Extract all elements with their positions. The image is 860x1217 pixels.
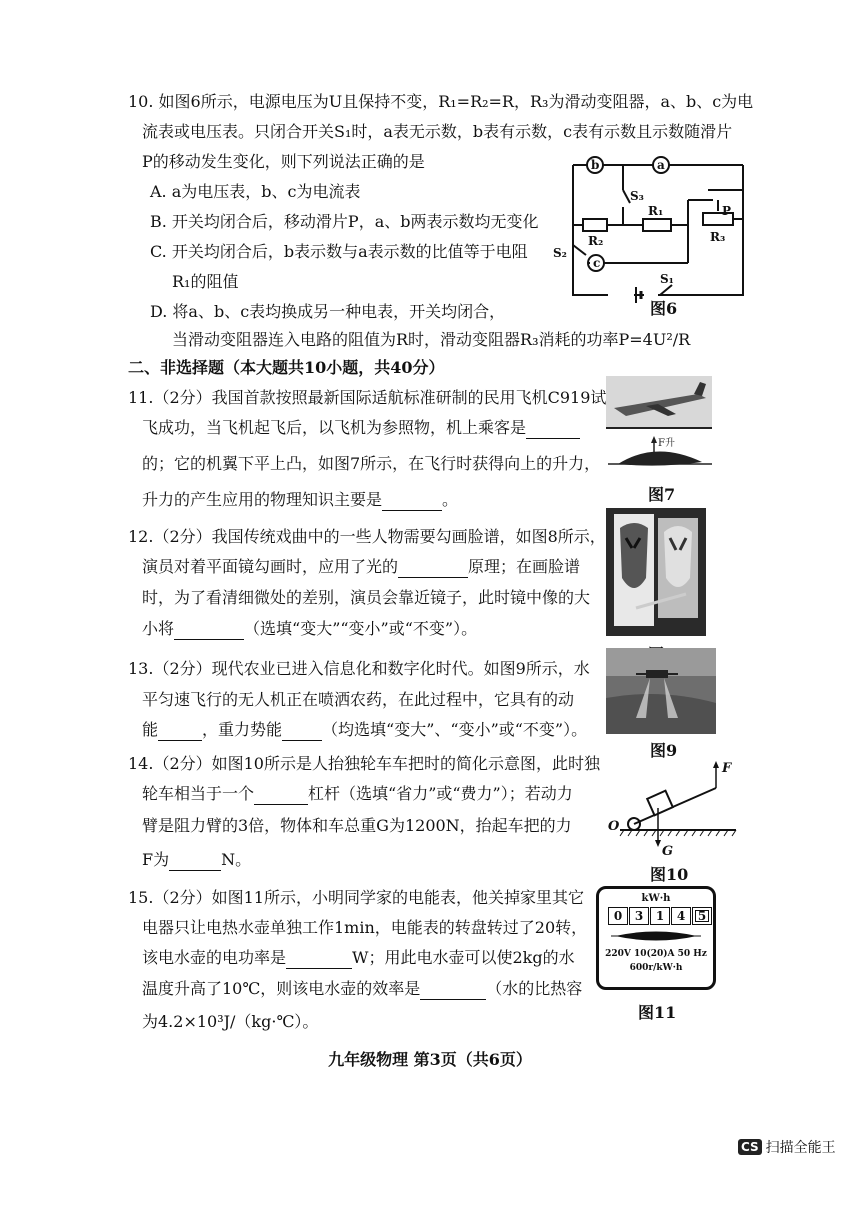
- fulcrum-o-label: O: [608, 819, 620, 834]
- lift-force-label: F升: [658, 438, 675, 449]
- meter-digit: 3: [629, 907, 649, 925]
- q14-line-3: 臂是阻力臂的3倍，物体和车总重G为1200N，抬起车把的力: [142, 816, 572, 835]
- q10-option-d-line-1: D. 将a、b、c表均换成另一种电表，开关均闭合，: [150, 302, 506, 321]
- q15-line-4: 温度升高了10℃，则该电水壶的效率是 （水的比热容: [142, 979, 583, 998]
- switch-s2-label: S₂: [553, 246, 567, 260]
- q12-line-2: 演员对着平面镜勾画时，应用了光的 原理；在画脸谱: [142, 557, 581, 576]
- q11-line-1: 11.（2分）我国首款按照最新国际适航标准研制的民用飞机C919试: [128, 388, 607, 407]
- q10-option-c-line-2: R₁的阻值: [172, 272, 239, 291]
- q15-line-2: 电器只让电热水壶单独工作1min，电能表的转盘转过了20转，: [142, 918, 588, 937]
- scanner-logo-icon: CS: [738, 1139, 762, 1155]
- wheelbarrow-lever-figure-10: [606, 758, 746, 856]
- section-2-heading: 二、非选择题（本大题共10小题，共40分）: [128, 358, 445, 377]
- q13-line-1: 13.（2分）现代农业已进入信息化和数字化时代。如图9所示，水: [128, 659, 590, 678]
- q14-line-1: 14.（2分）如图10所示是人抬独轮车车把时的简化示意图，此时独: [128, 754, 600, 773]
- q10-line-1: 10. 如图6所示，电源电压为U且保持不变，R₁=R₂=R，R₃为滑动变阻器，a、b、c为电: [128, 92, 754, 111]
- q12-line-3: 时，为了看清细微处的差别，演员会靠近镜子，此时镜中像的大: [142, 588, 591, 607]
- q10-option-b: B. 开关均闭合后，移动滑片P，a、b两表示数均无变化: [150, 212, 539, 231]
- q11-line-2: 飞成功，当飞机起飞后，以飞机为参照物，机上乘客是: [142, 418, 580, 439]
- q10-option-a: A. a为电压表，b、c为电流表: [150, 182, 361, 201]
- scanner-watermark: [738, 1137, 836, 1157]
- switch-s1-label: S₁: [660, 272, 674, 286]
- meter-disc-icon: [611, 929, 701, 943]
- q12-line-1: 12.（2分）我国传统戏曲中的一些人物需要勾画脸谱，如图8所示，: [128, 527, 606, 546]
- q14-line-2: 轮车相当于一个 杠杆（选填“省力”或“费力”）；若动力: [142, 784, 573, 803]
- meter-digit: 1: [650, 907, 670, 925]
- figure-10-caption: 图10: [650, 865, 689, 884]
- circuit-diagram-figure-6: [548, 145, 748, 320]
- q13-line-3: 能 ，重力势能 （均选填“变大”、“变小”或“不变”）。: [142, 720, 588, 739]
- scanner-watermark-text: 扫描全能王: [765, 1140, 836, 1156]
- q15-line-1: 15.（2分）如图11所示，小明同学家的电能表，他关掉家里其它: [128, 888, 584, 907]
- weight-g-label: G: [662, 844, 674, 856]
- switch-s3-label: S₃: [630, 189, 644, 203]
- meter-digit: 5: [692, 907, 712, 925]
- resistor-r2-label: R₂: [588, 234, 604, 248]
- q11-line-4: 升力的产生应用的物理知识主要是 。: [142, 490, 459, 509]
- page-footer: 九年级物理 第3页（共6页）: [328, 1050, 532, 1069]
- slider-p-label: P: [722, 204, 732, 218]
- meter-digit: 4: [671, 907, 691, 925]
- q15-line-3: 该电水壶的电功率是 W；用此电水壶可以使2kg的水: [142, 948, 575, 967]
- figure-6-caption: 图6: [650, 299, 678, 318]
- meter-c-label: c: [593, 256, 601, 270]
- opera-mask-photo-figure-8: [606, 508, 706, 636]
- figure-9-caption: 图9: [650, 741, 678, 760]
- q12-line-4: 小将 （选填“变大”“变小”或“不变”）。: [142, 619, 478, 638]
- airplane-figure-7: [606, 376, 712, 486]
- force-f-label: F: [722, 761, 732, 776]
- q15-line-5: 为4.2×10³J/（kg·℃）。: [142, 1012, 319, 1031]
- resistor-r3-label: R₃: [710, 230, 726, 244]
- resistor-r1-label: R₁: [648, 204, 664, 218]
- meter-b-label: b: [591, 158, 600, 172]
- q10-line-3: P的移动发生变化，则下列说法正确的是: [142, 152, 425, 171]
- q10-line-2: 流表或电压表。只闭合开关S₁时，a表无示数，b表有示数，c表有示数且示数随滑片: [142, 122, 733, 141]
- meter-digits: [608, 907, 713, 925]
- meter-a-label: a: [657, 158, 665, 172]
- figure-11-caption: 图11: [638, 1003, 677, 1022]
- q10-option-c-line-1: C. 开关均闭合后，b表示数与a表示数的比值等于电阻: [150, 242, 528, 261]
- figure-7-caption: 图7: [648, 485, 676, 504]
- meter-spec-revolutions: 600r/kW·h: [629, 963, 683, 973]
- meter-digit: 0: [608, 907, 628, 925]
- q13-line-2: 平匀速飞行的无人机正在喷洒农药，在此过程中，它具有的动: [142, 690, 575, 709]
- q11-line-3: 的；它的机翼下平上凸，如图7所示，在飞行时获得向上的升力，: [142, 454, 601, 473]
- q14-line-4: F为 N。: [142, 850, 252, 869]
- energy-meter-figure-11: [596, 886, 716, 990]
- drone-spraying-photo-figure-9: [606, 648, 716, 734]
- q10-option-d-line-2: 当滑动变阻器连入电路的阻值为R时，滑动变阻器R₃消耗的功率P=4U²/R: [172, 330, 691, 349]
- meter-spec-rating: 220V 10(20)A 50 Hz: [605, 949, 707, 959]
- meter-unit: kW·h: [641, 893, 671, 904]
